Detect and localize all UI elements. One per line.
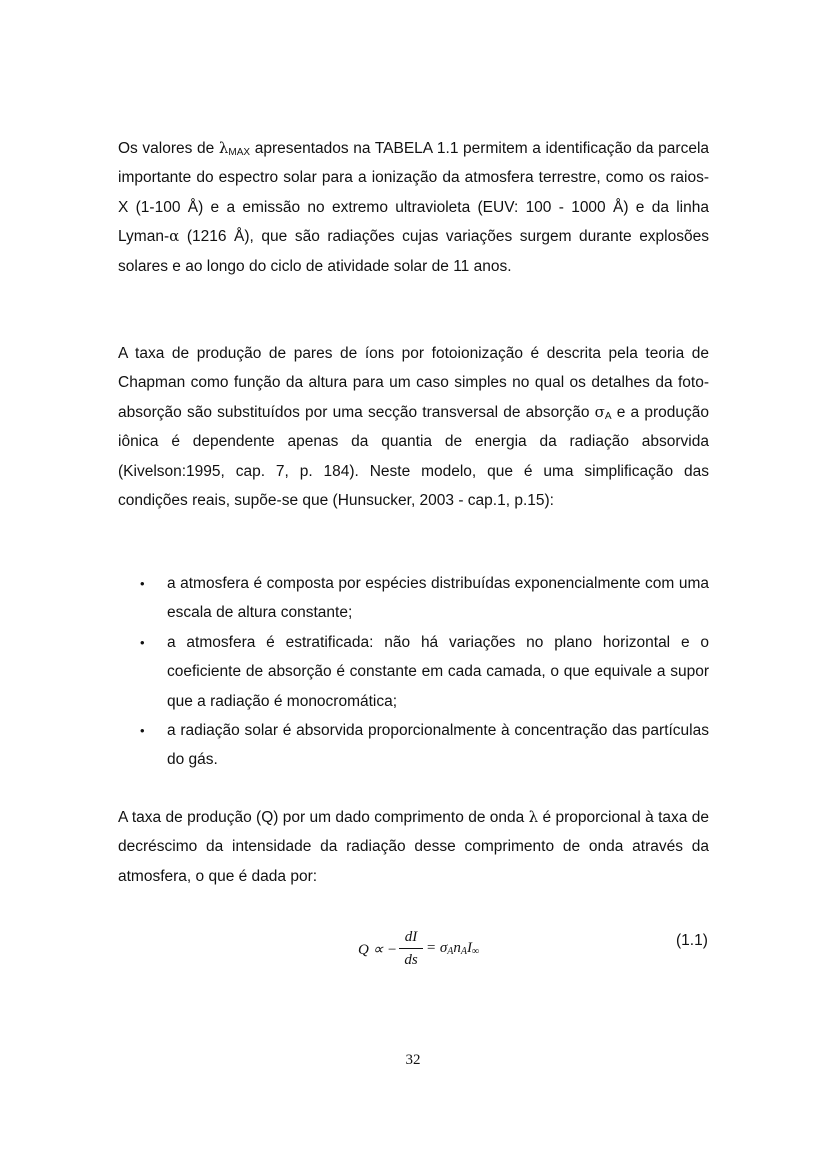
list-item-text: a radiação solar é absorvida proporcionalmente à concentração das partículas do gás. bbox=[167, 722, 709, 769]
list-item bbox=[118, 628, 709, 716]
text-segment: e a produção iônica é dependente apenas da quantia de energia da radiação absorvida (Kivelson:1995, cap. 7, p. 184). Neste modelo, que é uma simplificação das condições reais, supõe-se que (Hunsucker, 2003 - cap.1, p.15): bbox=[118, 403, 710, 510]
equation-1-1 bbox=[358, 928, 498, 972]
list-item bbox=[118, 716, 709, 775]
bullet-marker: • bbox=[140, 634, 145, 650]
fraction-numerator: dI bbox=[404, 929, 418, 945]
lambda-symbol: λ bbox=[528, 808, 539, 826]
fraction-bar bbox=[399, 948, 423, 949]
equation-rhs-n: n bbox=[453, 940, 461, 956]
list-item-text: a atmosfera é composta por espécies distribuídas exponencialmente com uma escala de altura constante; bbox=[167, 575, 709, 622]
page-number: 32 bbox=[405, 1052, 421, 1068]
equation-sub: A bbox=[447, 946, 454, 957]
assumptions-list bbox=[118, 569, 709, 775]
equation-sub: ∞ bbox=[472, 946, 480, 957]
text-segment: (1216 Å), que são radiações cujas variações surgem durante explosões solares e ao longo do ciclo de atividade solar de 11 anos. bbox=[118, 228, 709, 275]
fraction-denominator: ds bbox=[404, 952, 418, 968]
bullet-marker: • bbox=[140, 576, 145, 591]
equation-number: (1.1) bbox=[676, 932, 708, 949]
list-item bbox=[118, 569, 709, 628]
text-segment: é proporcional à taxa de decréscimo da intensidade da radiação desse comprimento de onda através da atmosfera, o que é dada por: bbox=[118, 809, 709, 885]
text-segment: apresentados na TABELA 1.1 permitem a identificação da parcela importante do espectro solar para a ionização da atmosfera terrestre, como os raios-X (1-100 Å) e a emissão no extremo ultravioleta (EUV: 100 - 1000 Å) e da linha Lyman- bbox=[118, 140, 710, 246]
equation-rhs bbox=[426, 940, 479, 957]
text-segment: A taxa de produção de pares de íons por fotoionização é descrita pela teoria de Chapman como função da altura para um caso simples no qual os detalhes da foto-absorção são substituídos por uma secção transversal de absorção bbox=[118, 345, 709, 421]
alpha-symbol: α bbox=[169, 227, 180, 246]
equation-rhs-sigma: = σ bbox=[426, 940, 448, 956]
equation-fraction bbox=[399, 928, 423, 969]
sigma-subscript: A bbox=[604, 410, 612, 422]
lambda-symbol: λ bbox=[218, 139, 229, 157]
paragraph-chapman bbox=[118, 339, 709, 515]
list-item-text: a atmosfera é estratificada: não há variações no plano horizontal e o coeficiente de absorção é constante em cada camada, o que equivale a supor que a radiação é monocromática; bbox=[167, 633, 709, 710]
equation-sub: A bbox=[460, 946, 467, 957]
paragraph-production-rate bbox=[118, 803, 709, 891]
text-segment: A taxa de produção (Q) por um dado comprimento de onda bbox=[118, 809, 529, 826]
sigma-symbol: σ bbox=[594, 402, 605, 421]
max-subscript: MAX bbox=[228, 147, 251, 158]
bullet-marker: • bbox=[140, 723, 145, 739]
text-segment: Os valores de bbox=[118, 140, 219, 157]
paragraph-lambda-max bbox=[118, 134, 709, 281]
equation-lhs: Q ∝ − bbox=[358, 942, 398, 958]
equation-rhs-i: I bbox=[467, 940, 472, 956]
